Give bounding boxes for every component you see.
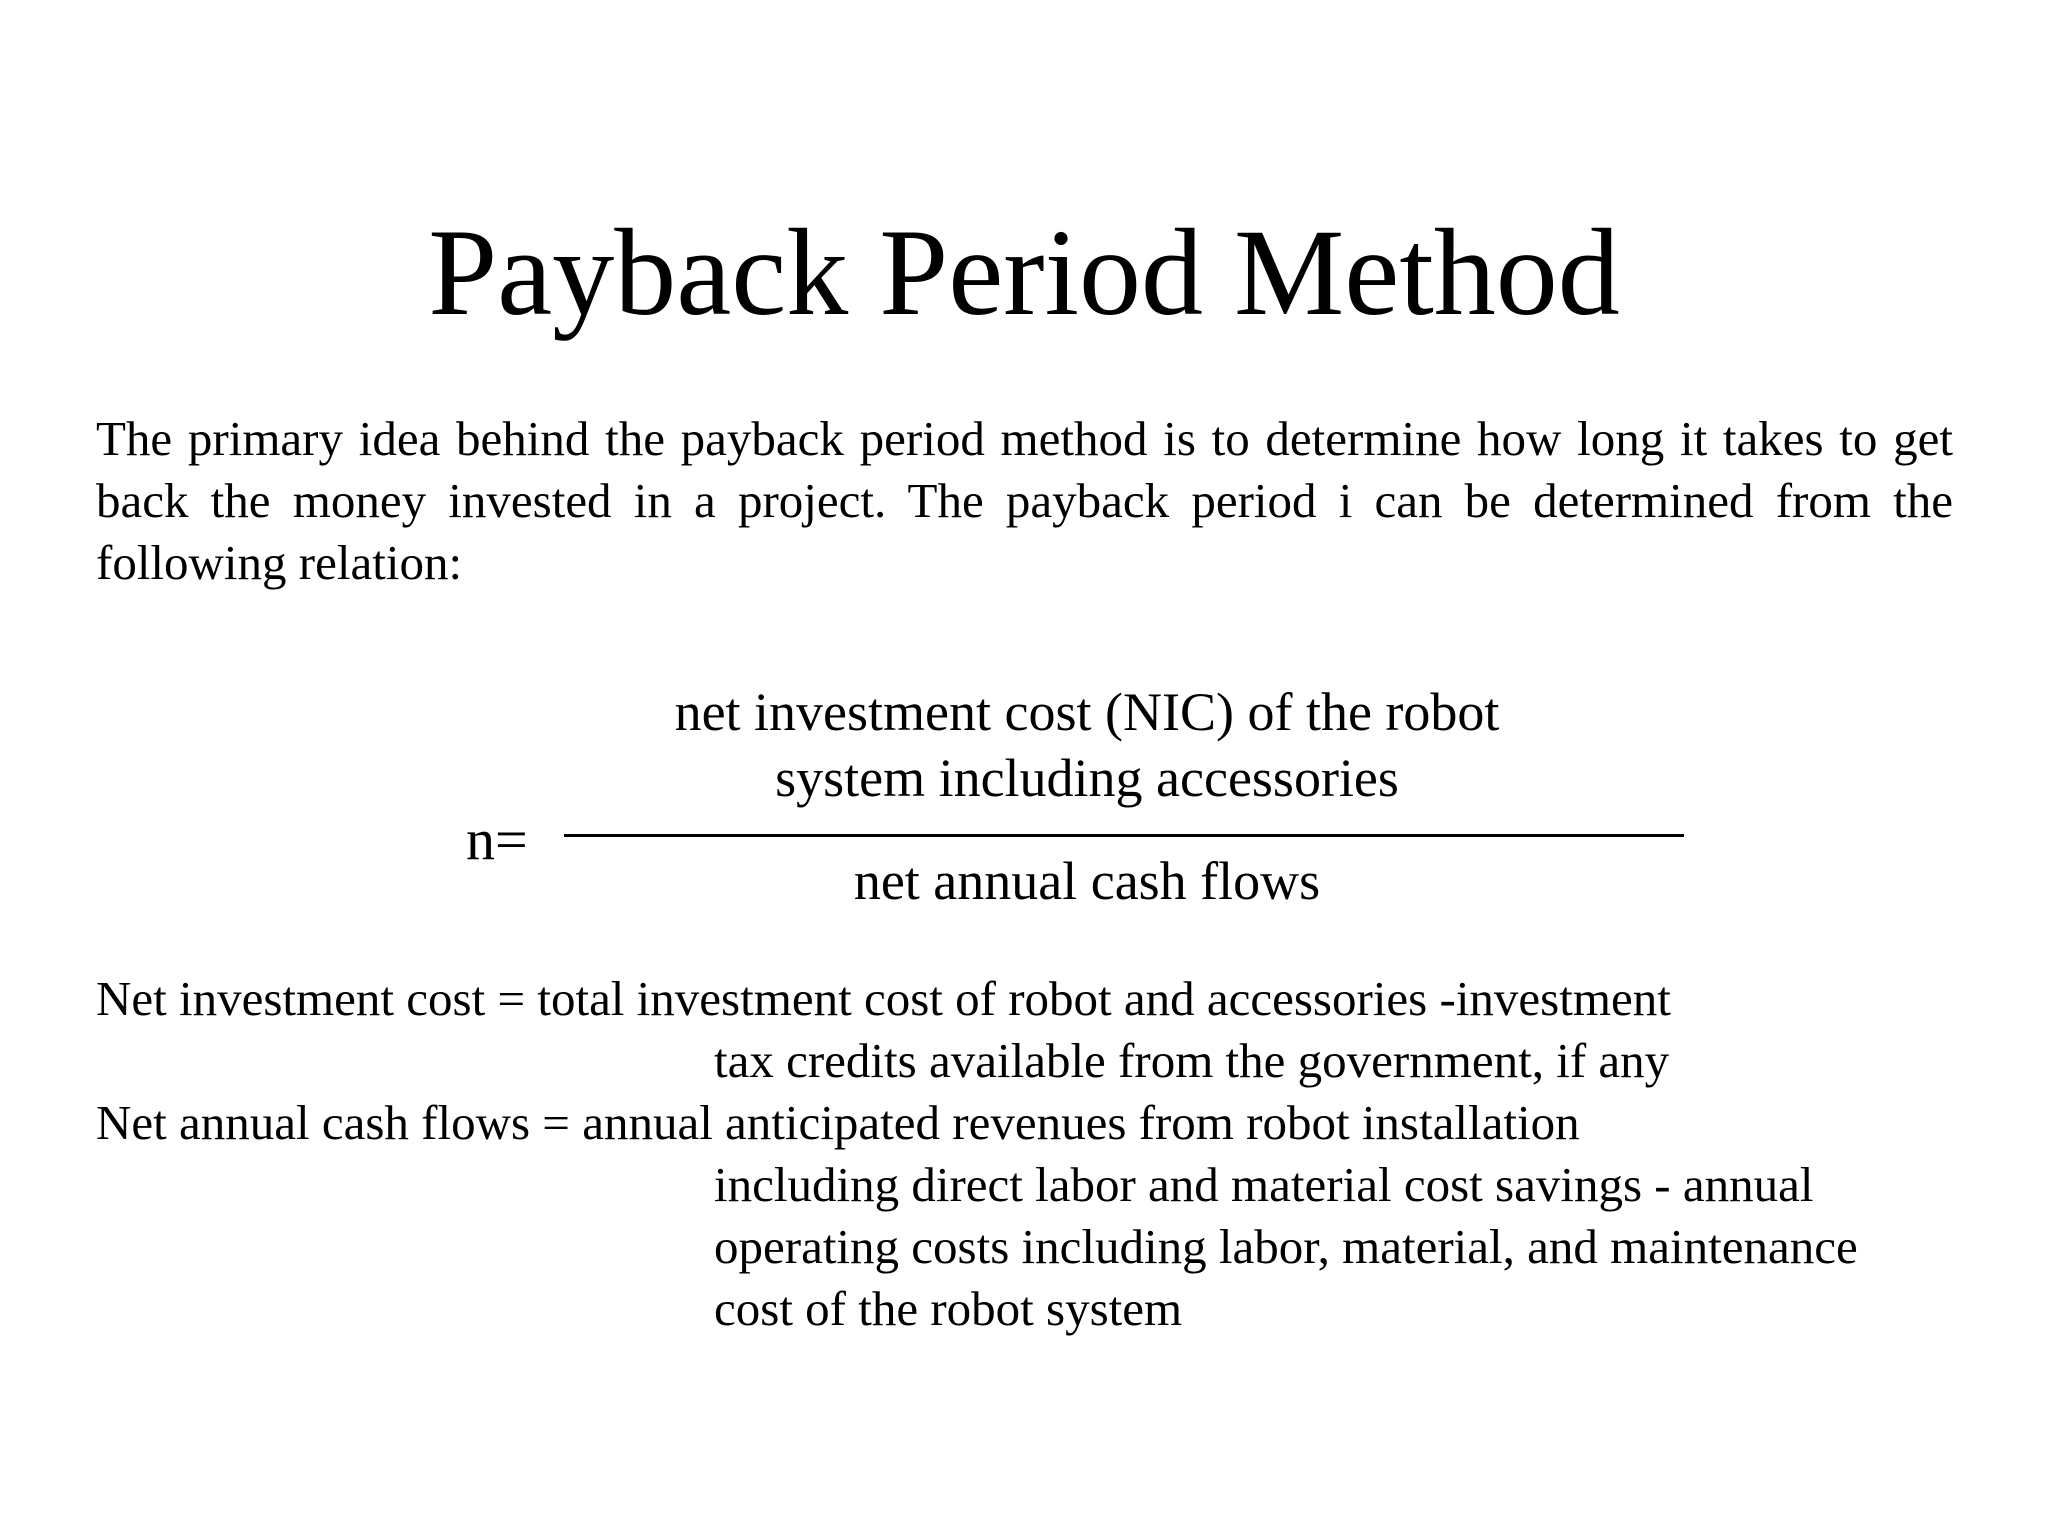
nacf-definition-cont-3: cost of the robot system [714, 1281, 1183, 1336]
nacf-definition-cont-1: including direct labor and material cost savings - annual [714, 1157, 1814, 1212]
formula-lhs: n= [466, 807, 528, 872]
nacf-definition: Net annual cash flows = annual anticipated revenues from robot installation [96, 1095, 1580, 1150]
formula-denominator: net annual cash flows [853, 851, 1321, 911]
numerator-line-1: net investment cost (NIC) of the robot [674, 682, 1500, 742]
numerator-line-2: system including accessories [775, 748, 1399, 808]
nacf-definition-cont-2: operating costs including labor, material, and maintenance [714, 1219, 1858, 1274]
nic-definition: Net investment cost = total investment cost of robot and accessories -investment [96, 971, 1671, 1026]
formula-numerator [560, 679, 1614, 811]
slide-title: Payback Period Method [428, 204, 1620, 341]
intro-paragraph: The primary idea behind the payback period method is to determine how long it takes to get back the money invested in a project. The payback period i can be determined from the following relation: [96, 411, 1953, 590]
nic-definition-cont: tax credits available from the government, if any [714, 1033, 1670, 1088]
fraction-bar [564, 834, 1684, 837]
